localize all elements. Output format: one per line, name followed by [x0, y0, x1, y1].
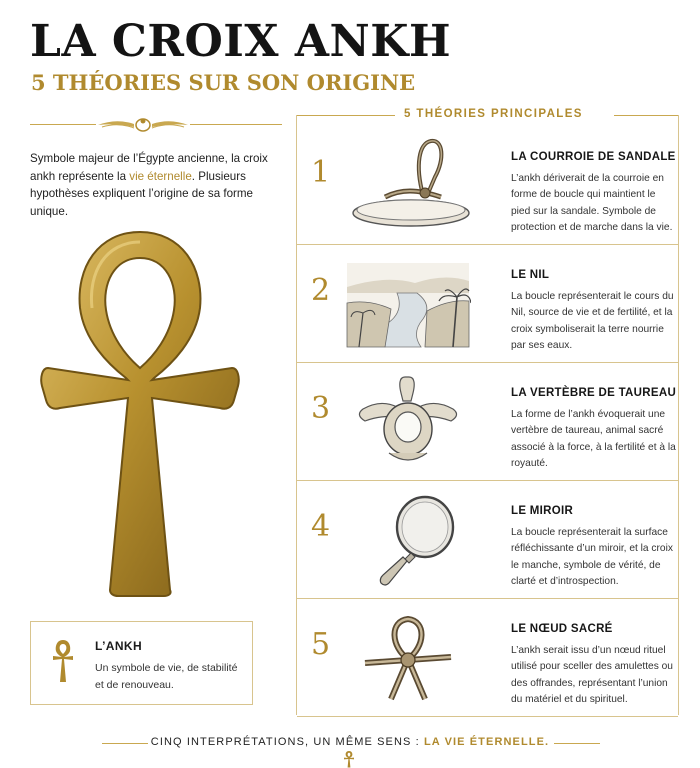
- page-subtitle: 5 THÉORIES SUR SON ORIGINE: [31, 70, 416, 95]
- theory-item-mirror: [297, 481, 678, 599]
- vertebra-illustration-icon: [345, 371, 471, 471]
- ankh-info-box: [30, 621, 253, 705]
- nile-landscape-illustration-icon: [345, 253, 471, 353]
- footer-tagline: CINQ INTERPRÉTATIONS, UN MÊME SENS : LA VIE ÉTERNELLE.: [150, 736, 550, 748]
- golden-ankh-icon: [40, 228, 240, 598]
- theory-text: L’ankh dériverait de la courroie en forme de boucle qui maintient le pied sur la sandale. Symbole de protection et de marche dans la vie.: [511, 173, 673, 234]
- ankh-icon: [51, 638, 75, 684]
- theory-item-knot: [297, 599, 678, 717]
- theory-number: 2: [311, 273, 331, 308]
- intro-highlight: vie éternelle: [129, 169, 192, 183]
- winged-scarab-icon: [96, 116, 190, 134]
- footer-highlight: LA VIE ÉTERNELLE.: [423, 736, 550, 748]
- heading-rule-left: [297, 115, 395, 116]
- theory-text: La boucle représenterait le cours du Nil, source de vie et de fertilité, et la croix symboliserait la terre nourrie par ses eaux.: [511, 291, 674, 352]
- theory-text: L’ankh serait issu d’un nœud rituel utilisé pour sceller des amulettes ou des offrandes, représentant l’union du matériel et du spirituel.: [511, 645, 673, 706]
- theory-item-sandal: [297, 127, 678, 245]
- theory-text: La forme de l’ankh évoquerait une vertèbre de taureau, animal sacré associé à la force, à la fertilité et à la royauté.: [511, 409, 676, 470]
- page-title: LA CROIX ANKH: [30, 16, 452, 67]
- theory-title: LE NŒUD SACRÉ: [511, 623, 613, 635]
- theory-number: 5: [311, 627, 331, 662]
- theory-number: 1: [311, 155, 331, 190]
- sandal-illustration-icon: [345, 135, 471, 235]
- theory-number: 3: [311, 391, 331, 426]
- column-border-right: [678, 115, 679, 715]
- theories-heading: 5 THÉORIES PRINCIPALES: [404, 108, 583, 120]
- sacred-knot-illustration-icon: [345, 607, 471, 707]
- ankh-box-text: Un symbole de vie, de stabilité et de renouveau.: [95, 662, 238, 691]
- theory-title: LE NIL: [511, 269, 550, 281]
- theory-title: LA COURROIE DE SANDALE: [511, 151, 676, 163]
- theory-item-vertebra: [297, 363, 678, 481]
- theory-title: LE MIROIR: [511, 505, 574, 517]
- footer-ankh-icon: [343, 750, 355, 768]
- theory-number: 4: [311, 509, 331, 544]
- theory-text: La boucle représenterait la surface réfléchissante d’un miroir, et la croix le manche, symbole de vérité, de clarté et d’introspection.: [511, 527, 673, 588]
- footer-rule-right: [554, 743, 600, 744]
- theory-title: LA VERTÈBRE DE TAUREAU: [511, 387, 677, 399]
- mirror-illustration-icon: [345, 489, 471, 589]
- intro-paragraph: Symbole majeur de l’Égypte ancienne, la croix ankh représente la vie éternelle. Plusieurs hypothèses expliquent l’origine de sa forme unique.: [30, 152, 268, 218]
- theory-item-nile: [297, 245, 678, 363]
- ankh-box-title: L’ANKH: [95, 639, 143, 653]
- heading-rule-right: [614, 115, 678, 116]
